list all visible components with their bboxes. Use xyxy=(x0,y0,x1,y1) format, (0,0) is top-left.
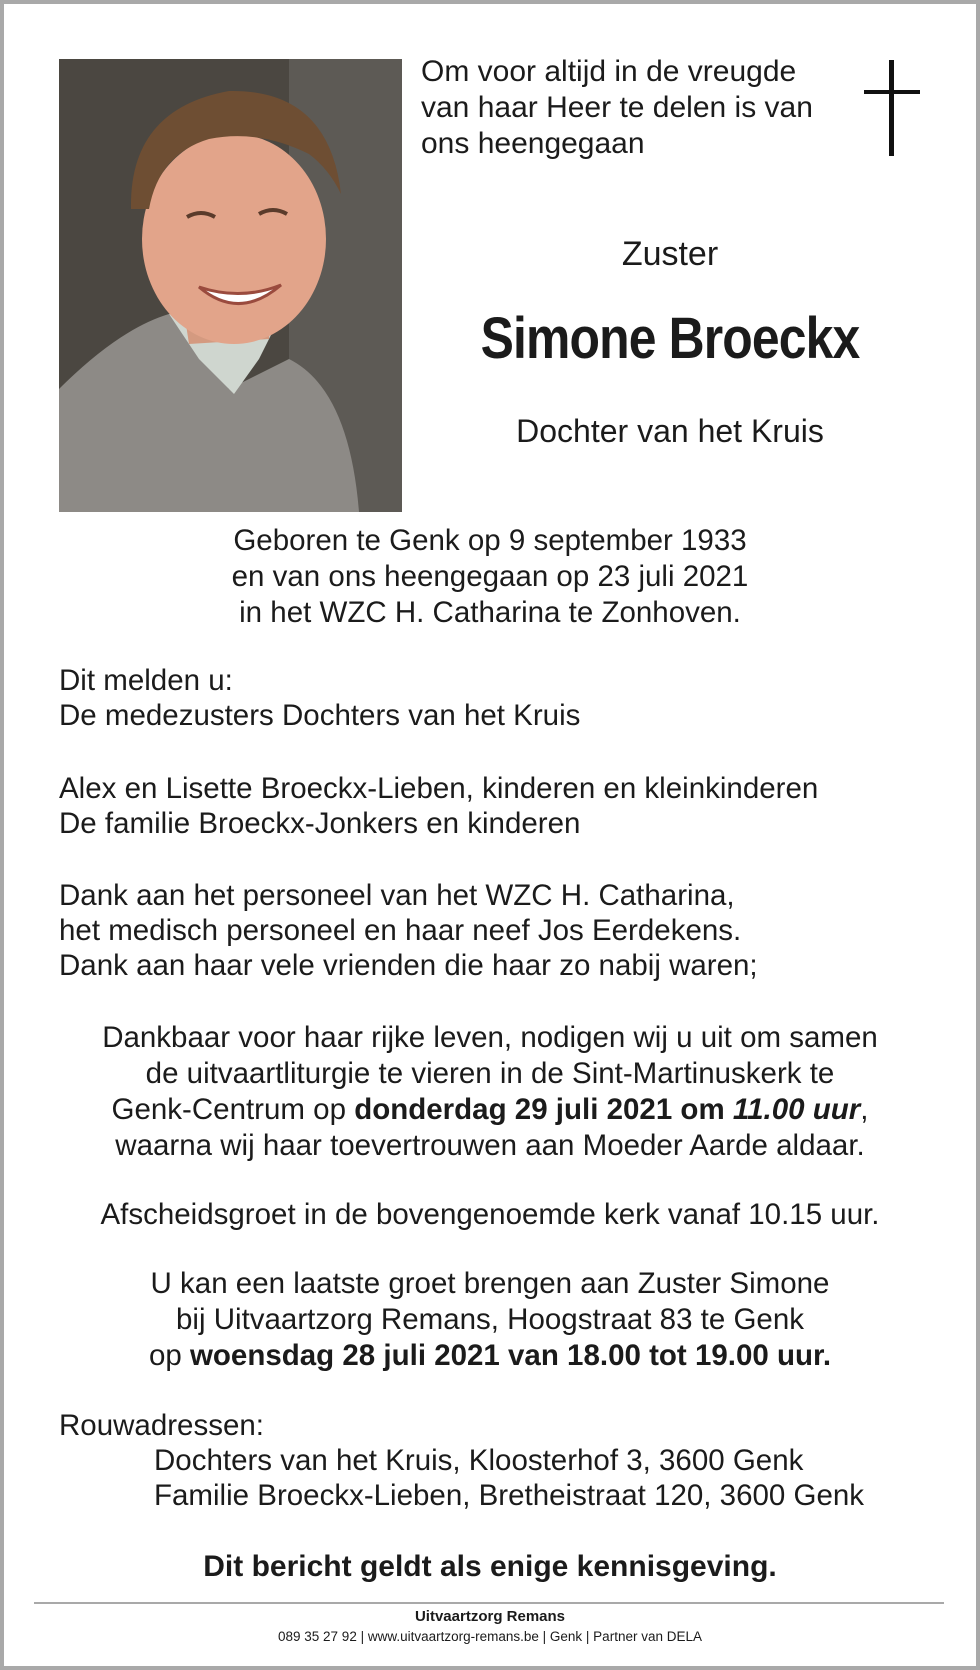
religious-order: Dochter van het Kruis xyxy=(516,413,824,449)
announce-line: Dit melden u: xyxy=(59,664,233,697)
service-punct: , xyxy=(860,1093,869,1126)
thanks-line: Dank aan het personeel van het WZC H. Catharina, xyxy=(59,879,735,912)
announcement xyxy=(59,663,939,733)
visit-line: bij Uitvaartzorg Remans, Hoogstraat 83 te Genk xyxy=(176,1303,804,1336)
funeral-service xyxy=(20,1020,960,1164)
dates-line: en van ons heengegaan op 23 juli 2021 xyxy=(231,560,749,593)
service-line: de uitvaartliturgie te vieren in de Sint-Martinuskerk te xyxy=(145,1057,835,1090)
birth-death-dates xyxy=(0,523,980,631)
service-line xyxy=(20,1092,960,1128)
visit-text: op xyxy=(148,1339,190,1372)
visit-date: woensdag 28 juli 2021 van 18.00 tot 19.00 uur. xyxy=(189,1339,832,1372)
service-line: Dankbaar voor haar rijke leven, nodigen wij u uit om samen xyxy=(102,1021,878,1054)
service-time: 11.00 uur xyxy=(732,1093,861,1126)
thanks-line: het medisch personeel en haar neef Jos Eerdekens. xyxy=(59,914,742,947)
family-line: Alex en Lisette Broeckx-Lieben, kinderen en kleinkinderen xyxy=(59,772,819,805)
visit-line xyxy=(20,1338,960,1374)
footer-contact: 089 35 27 92 | www.uitvaartzorg-remans.be | Genk | Partner van DELA xyxy=(278,1629,702,1644)
thanks-line: Dank aan haar vele vrienden die haar zo nabij waren; xyxy=(59,949,758,982)
closing-statement: Dit bericht geldt als enige kennisgeving. xyxy=(203,1550,777,1583)
cross-icon xyxy=(864,60,920,156)
service-line: waarna wij haar toevertrouwen aan Moeder Aarde aldaar. xyxy=(115,1129,865,1162)
footer-company: Uitvaartzorg Remans xyxy=(414,1608,566,1625)
dates-line: Geboren te Genk op 9 september 1933 xyxy=(233,524,747,557)
intro-text xyxy=(421,54,821,162)
addresses-label: Rouwadressen: xyxy=(59,1409,264,1442)
religious-title: Zuster xyxy=(621,235,719,273)
family-list xyxy=(59,771,939,841)
service-text: Genk-Centrum op xyxy=(111,1093,355,1126)
condolence-addresses xyxy=(59,1408,939,1513)
intro-line: Om voor altijd in de vreugde xyxy=(421,55,797,88)
address-line: Dochters van het Kruis, Kloosterhof 3, 3600 Genk xyxy=(154,1444,804,1477)
visit-line: U kan een laatste groet brengen aan Zuster Simone xyxy=(150,1267,830,1300)
intro-line: van haar Heer te delen is van xyxy=(421,91,813,124)
service-date: donderdag 29 juli 2021 om xyxy=(354,1093,733,1126)
footer-divider xyxy=(34,1602,944,1604)
dates-line: in het WZC H. Catharina te Zonhoven. xyxy=(239,596,741,629)
deceased-name: Simone Broeckx xyxy=(480,306,860,371)
thanks-section xyxy=(59,878,939,983)
announce-line: De medezusters Dochters van het Kruis xyxy=(59,699,581,732)
address-line: Familie Broeckx-Lieben, Bretheistraat 120, 3600 Genk xyxy=(154,1479,865,1512)
portrait-photo xyxy=(59,59,402,512)
intro-line: ons heengegaan xyxy=(421,127,645,160)
farewell-note: Afscheidsgroet in de bovengenoemde kerk vanaf 10.15 uur. xyxy=(100,1198,880,1231)
visitation-info xyxy=(20,1266,960,1374)
family-line: De familie Broeckx-Jonkers en kinderen xyxy=(59,807,581,840)
